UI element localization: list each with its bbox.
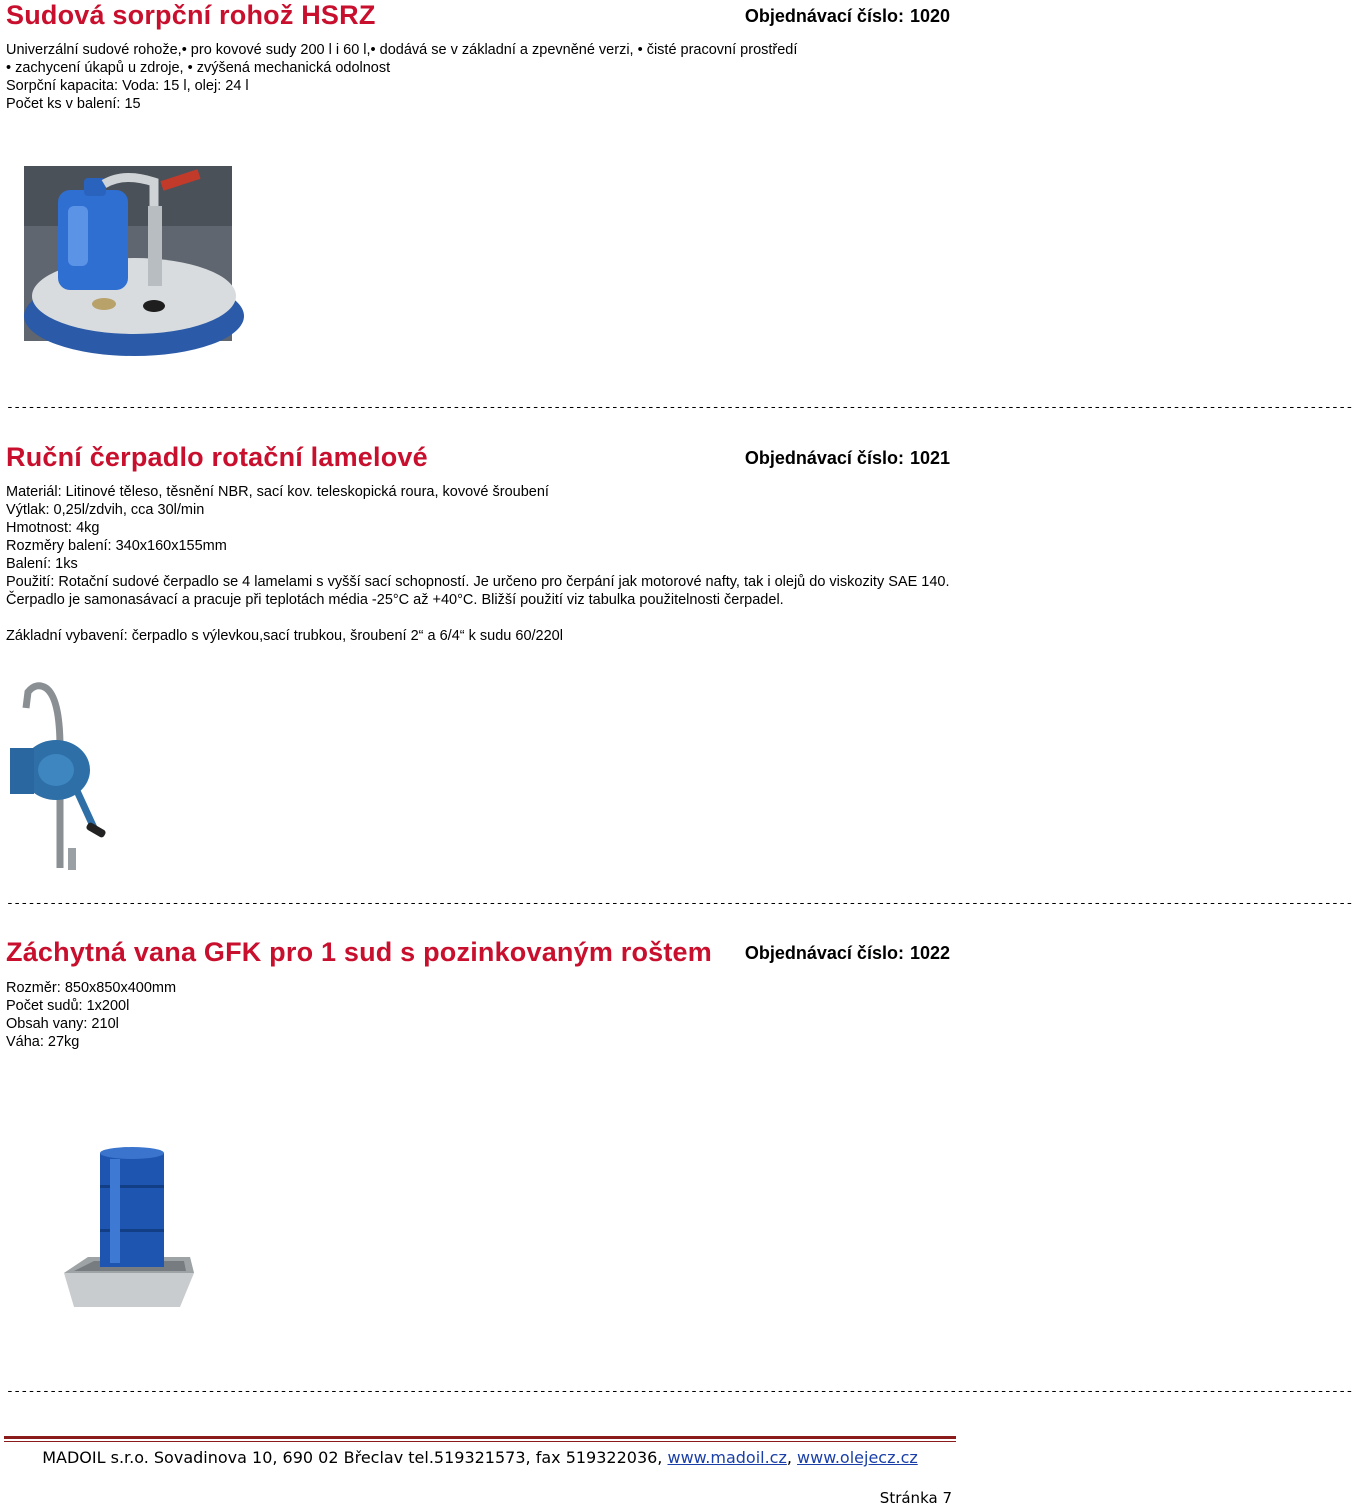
usage-text: Použití: Rotační sudové čerpadlo se 4 lamelami s vyšší sací schopností. Je určeno pro čerpání jak motorové nafty, tak i olejů do viskozity SAE 140. Čerpadlo je samonasávací a pracuje při teplotách média -25°C až +40°C. Bližší použití viz tabulka použitelnosti čerpadel. bbox=[6, 574, 950, 608]
footer-rule bbox=[4, 1441, 956, 1442]
footer-separator: , bbox=[786, 1448, 798, 1467]
footer-contact bbox=[0, 1448, 960, 1467]
footer-link-madoil[interactable]: www.madoil.cz bbox=[667, 1448, 787, 1467]
description-line: Hmotnost: 4kg bbox=[6, 520, 100, 536]
description-line: • zachycení úkapů u zdroje, • zvýšená mechanická odolnost bbox=[6, 60, 391, 76]
description-line: Materiál: Litinové těleso, těsnění NBR, sací kov. teleskopická roura, kovové šroubení bbox=[6, 484, 549, 500]
order-value: 1020 bbox=[909, 6, 950, 26]
equipment-text: Základní vybavení: čerpadlo s výlevkou,sací trubkou, šroubení 2“ a 6/4“ k sudu 60/220l bbox=[6, 628, 563, 644]
spill-tray-photo bbox=[60, 1145, 196, 1310]
product-header bbox=[0, 0, 960, 34]
order-number bbox=[745, 448, 950, 469]
description-line: Počet ks v balení: 15 bbox=[6, 96, 141, 112]
separator: ------------------------------------------------------------------------------------------------------------------------------------------------------------------------------------------- bbox=[6, 400, 1353, 415]
description-line: Obsah vany: 210l bbox=[6, 1016, 119, 1032]
order-value: 1021 bbox=[909, 448, 950, 468]
product-1020 bbox=[0, 0, 960, 34]
product-1022 bbox=[0, 937, 960, 971]
product-header bbox=[0, 937, 960, 971]
order-label: Objednávací číslo: bbox=[744, 448, 904, 468]
separator: ------------------------------------------------------------------------------------------------------------------------------------------------------------------------------------------- bbox=[6, 896, 1353, 911]
page-number: Stránka 7 bbox=[879, 1489, 952, 1507]
order-number bbox=[745, 6, 950, 27]
product-header bbox=[0, 442, 960, 476]
separator: ------------------------------------------------------------------------------------------------------------------------------------------------------------------------------------------- bbox=[6, 1384, 1353, 1399]
description-line: Rozměry balení: 340x160x155mm bbox=[6, 538, 227, 554]
footer-rule bbox=[4, 1436, 956, 1439]
description-line: Univerzální sudové rohože,• pro kovové sudy 200 l i 60 l,• dodává se v základní a zpevněné verzi, • čisté pracovní prostředí bbox=[6, 42, 798, 58]
description-line: Výtlak: 0,25l/zdvih, cca 30l/min bbox=[6, 502, 205, 518]
description-line: Váha: 27kg bbox=[6, 1034, 80, 1050]
barrel-mat-photo bbox=[24, 166, 232, 341]
footer-company: MADOIL s.r.o. Sovadinova 10, 690 02 Břeclav tel.519321573, fax 519322036, bbox=[42, 1448, 668, 1467]
product-title: Ruční čerpadlo rotační lamelové bbox=[6, 442, 428, 472]
product-title: Sudová sorpční rohož HSRZ bbox=[6, 0, 376, 30]
product-description bbox=[6, 483, 951, 573]
description-line: Balení: 1ks bbox=[6, 556, 78, 572]
order-number bbox=[745, 943, 950, 964]
product-title: Záchytná vana GFK pro 1 sud s pozinkovaným roštem bbox=[6, 937, 712, 967]
order-label: Objednávací číslo: bbox=[744, 6, 904, 26]
rotary-pump-photo bbox=[8, 678, 113, 873]
description-line: Rozměr: 850x850x400mm bbox=[6, 980, 177, 996]
product-description bbox=[6, 979, 951, 1051]
product-1021 bbox=[0, 442, 960, 476]
description-line: Počet sudů: 1x200l bbox=[6, 998, 130, 1014]
product-description bbox=[6, 41, 951, 113]
order-label: Objednávací číslo: bbox=[744, 943, 904, 963]
order-value: 1022 bbox=[909, 943, 950, 963]
footer-link-olejecz[interactable]: www.olejecz.cz bbox=[797, 1448, 918, 1467]
description-line: Sorpční kapacita: Voda: 15 l, olej: 24 l bbox=[6, 78, 249, 94]
